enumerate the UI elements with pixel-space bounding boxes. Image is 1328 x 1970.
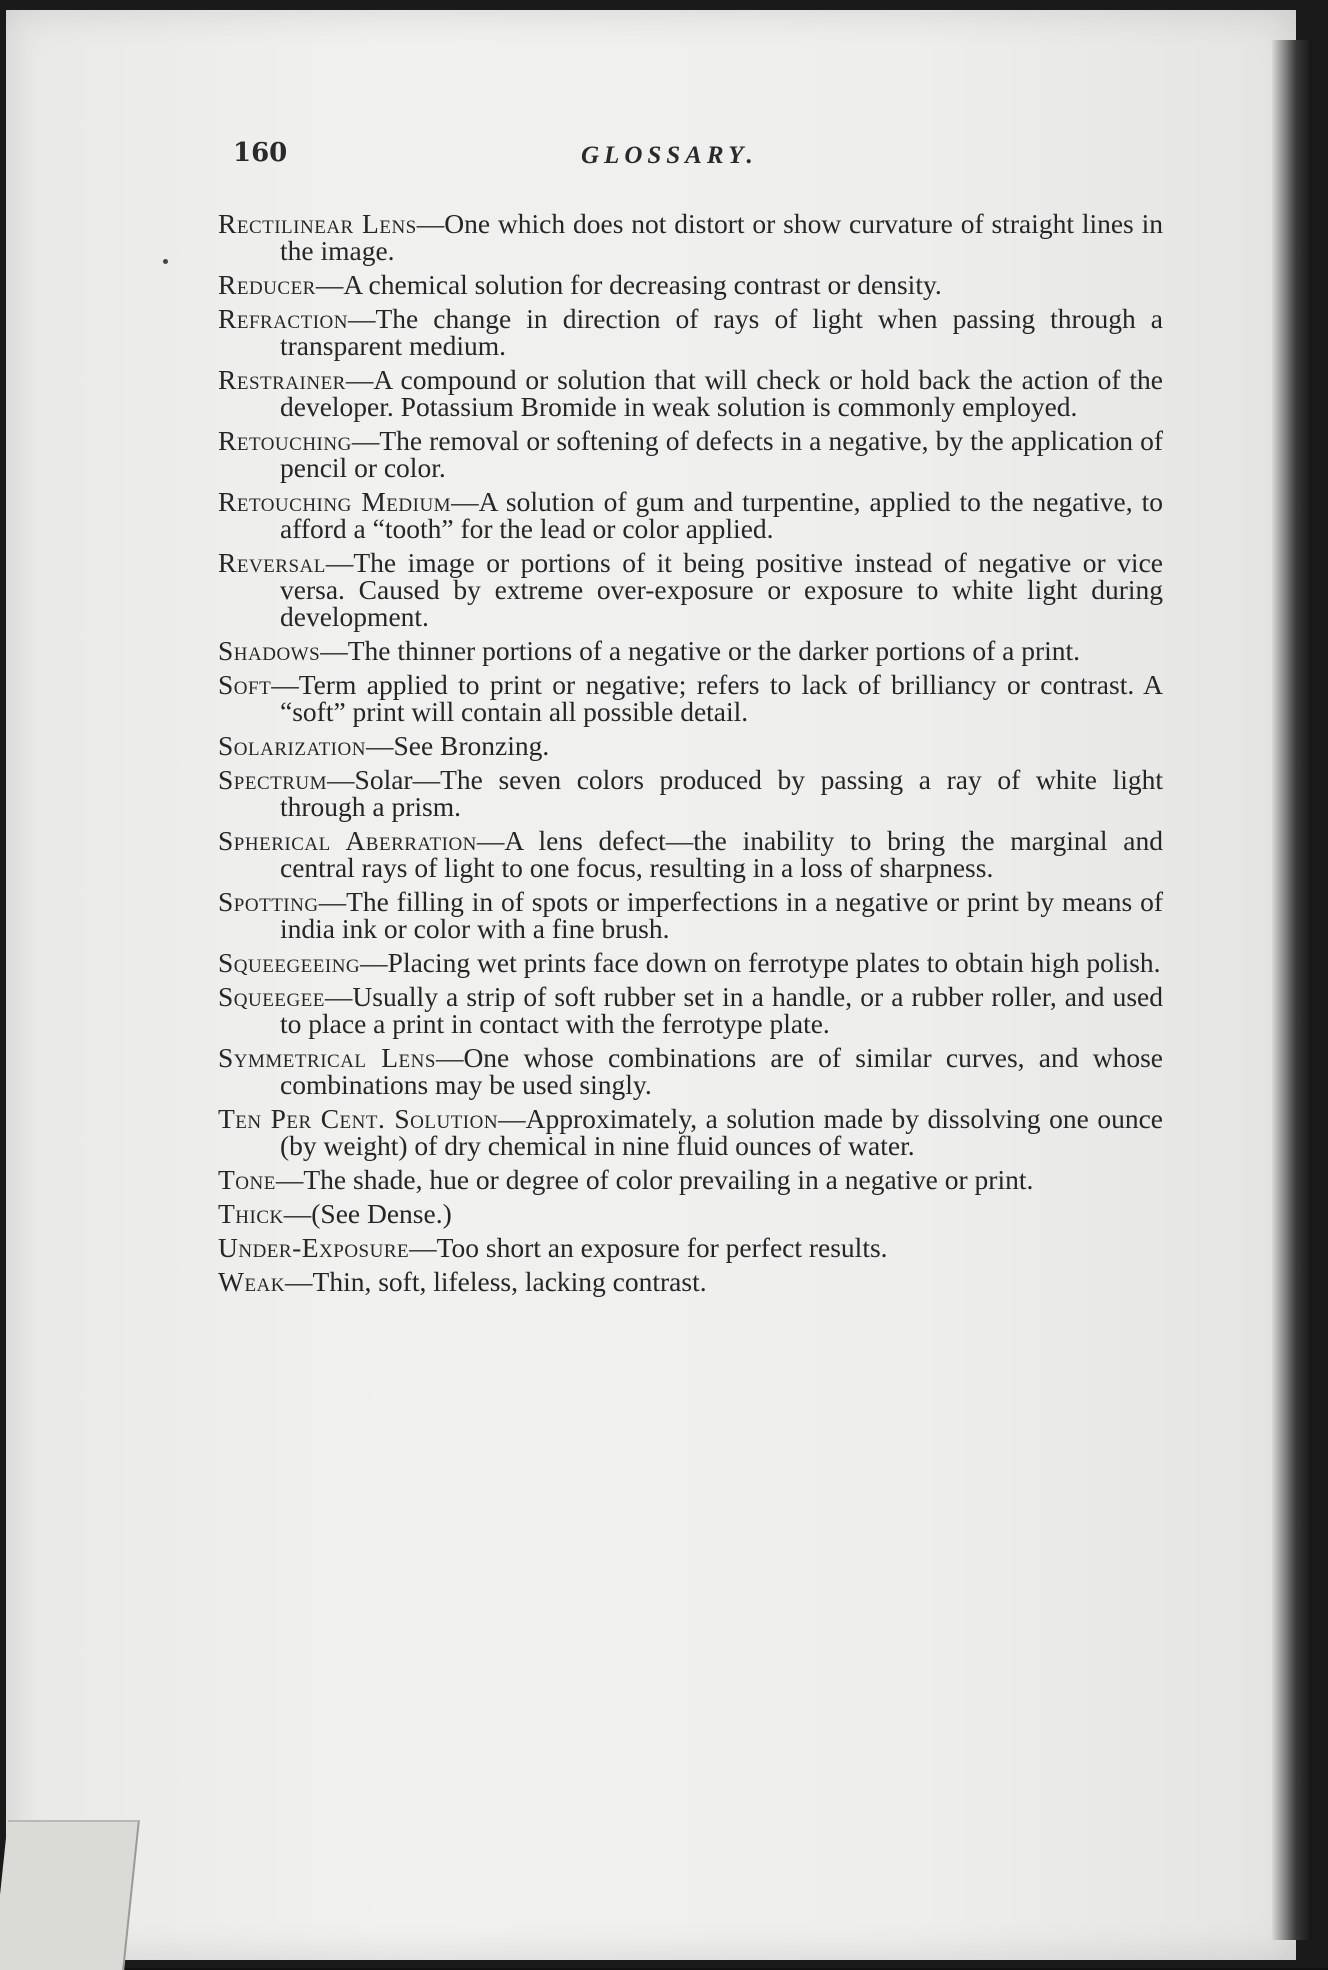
glossary-definition: Too short an exposure for perfect results. [436,1232,888,1263]
glossary-definition: Solar—The seven colors produced by passing a ray of white light through a prism. [280,764,1163,822]
glossary-definition: Thin, soft, lifeless, lacking contrast. [312,1266,707,1297]
glossary-entry [218,210,1163,264]
glossary-term: Squeegeeing [218,947,361,978]
glossary-entry [218,637,1163,664]
glossary-entry [218,305,1163,359]
glossary-entry [218,983,1163,1037]
glossary-term: Rectilinear Lens [218,208,417,239]
glossary-entry [218,949,1163,976]
glossary-definition: A chemical solution for decreasing contrast or density. [343,269,942,300]
term-separator: — [325,547,354,578]
glossary-term: Shadows [218,635,321,666]
glossary-term: Reducer [218,269,316,300]
glossary-definition: The removal or softening of defects in a negative, by the application of pencil or color. [280,425,1163,483]
glossary-term: Ten Per Cent. Solution [218,1103,499,1134]
glossary-definition: The thinner portions of a negative or the darker portions of a print. [347,635,1081,666]
glossary-term: Spherical Aberration [218,825,477,856]
glossary-definition: See Bronzing. [393,730,550,761]
term-separator: — [275,1164,304,1195]
term-separator: — [498,1103,526,1134]
glossary-definition: Term applied to print or negative; refers to lack of brilliancy or contrast. A “soft” print will contain all possible detail. [280,669,1163,727]
glossary-definition: A compound or solution that will check or hold back the action of the developer. Potassium Bromide in weak solution is commonly employed. [280,364,1163,422]
glossary-entry [218,1105,1163,1159]
glossary-definition: Usually a strip of soft rubber set in a handle, or a rubber roller, and used to place a print in contact with the ferrotype plate. [280,981,1163,1039]
glossary-entry [218,549,1163,630]
glossary-list [218,210,1163,1302]
glossary-entry [218,271,1163,298]
term-separator: — [324,981,353,1012]
page-edge-shadow [1272,40,1312,1940]
glossary-term: Under-Exposure [218,1232,410,1263]
term-separator: — [315,269,344,300]
term-separator: — [451,486,479,517]
glossary-term: Refraction [218,303,348,334]
term-separator: — [285,1266,313,1297]
glossary-term: Thick [218,1198,284,1229]
glossary-term: Restrainer [218,364,346,395]
glossary-definition: The filling in of spots or imperfections in a negative or print by means of india ink or color with a fine brush. [280,886,1163,944]
glossary-definition: A solution of gum and turpentine, applied to the negative, to afford a “tooth” for the lead or color applied. [280,486,1163,544]
term-separator: — [320,635,348,666]
glossary-definition: The shade, hue or degree of color prevailing in a negative or print. [303,1164,1034,1195]
glossary-entry [218,766,1163,820]
term-separator: — [318,886,347,917]
glossary-term: Squeegee [218,981,325,1012]
term-separator: — [476,825,505,856]
term-separator: — [409,1232,437,1263]
glossary-entry [218,1166,1163,1193]
glossary-term: Spectrum [218,764,328,795]
glossary-term: Tone [218,1164,276,1195]
glossary-definition: Placing wet prints face down on ferrotype plates to obtain high polish. [387,947,1161,978]
glossary-term: Symmetrical Lens [218,1042,436,1073]
glossary-definition: One which does not distort or show curvature of straight lines in the image. [280,208,1163,266]
glossary-entry [218,732,1163,759]
glossary-entry [218,888,1163,942]
term-separator: — [416,208,445,239]
term-separator: — [360,947,388,978]
glossary-entry [218,427,1163,481]
glossary-entry [218,1200,1163,1227]
glossary-term: Spotting [218,886,319,917]
glossary-definition: A lens defect—the inability to bring the marginal and central rays of light to one focus, resulting in a loss of sharpness. [280,825,1163,883]
page-header [231,138,1151,178]
glossary-entry [218,1044,1163,1098]
glossary-definition: (See Dense.) [311,1198,452,1229]
page-number: 160 [233,138,288,168]
glossary-entry [218,671,1163,725]
term-separator: — [351,425,380,456]
glossary-entry [218,827,1163,881]
glossary-definition: The image or portions of it being positive instead of negative or vice versa. Caused by extreme over-exposure or exposure to white light during development. [280,547,1163,632]
term-separator: — [365,730,394,761]
running-head: GLOSSARY. [581,142,758,169]
glossary-entry [218,366,1163,420]
glossary-definition: Approximately, a solution made by dissolving one ounce (by weight) of dry chemical in nine fluid ounces of water. [280,1103,1163,1161]
glossary-term: Retouching Medium [218,486,452,517]
glossary-definition: One whose combinations are of similar curves, and whose combinations may be used singly. [280,1042,1163,1100]
glossary-term: Soft [218,669,272,700]
glossary-definition: The change in direction of rays of light when passing through a transparent medium. [280,303,1163,361]
glossary-term: Retouching [218,425,352,456]
term-separator: — [271,669,299,700]
term-separator: — [345,364,374,395]
term-separator: — [327,764,355,795]
glossary-term: Solarization [218,730,366,761]
book-page [6,10,1296,1960]
term-separator: — [435,1042,464,1073]
term-separator: — [347,303,376,334]
ink-speck [163,259,168,264]
term-separator: — [283,1198,312,1229]
glossary-term: Reversal [218,547,326,578]
glossary-entry [218,1234,1163,1261]
glossary-term: Weak [218,1266,286,1297]
glossary-entry [218,488,1163,542]
folded-corner [0,1820,140,1970]
glossary-entry [218,1268,1163,1295]
